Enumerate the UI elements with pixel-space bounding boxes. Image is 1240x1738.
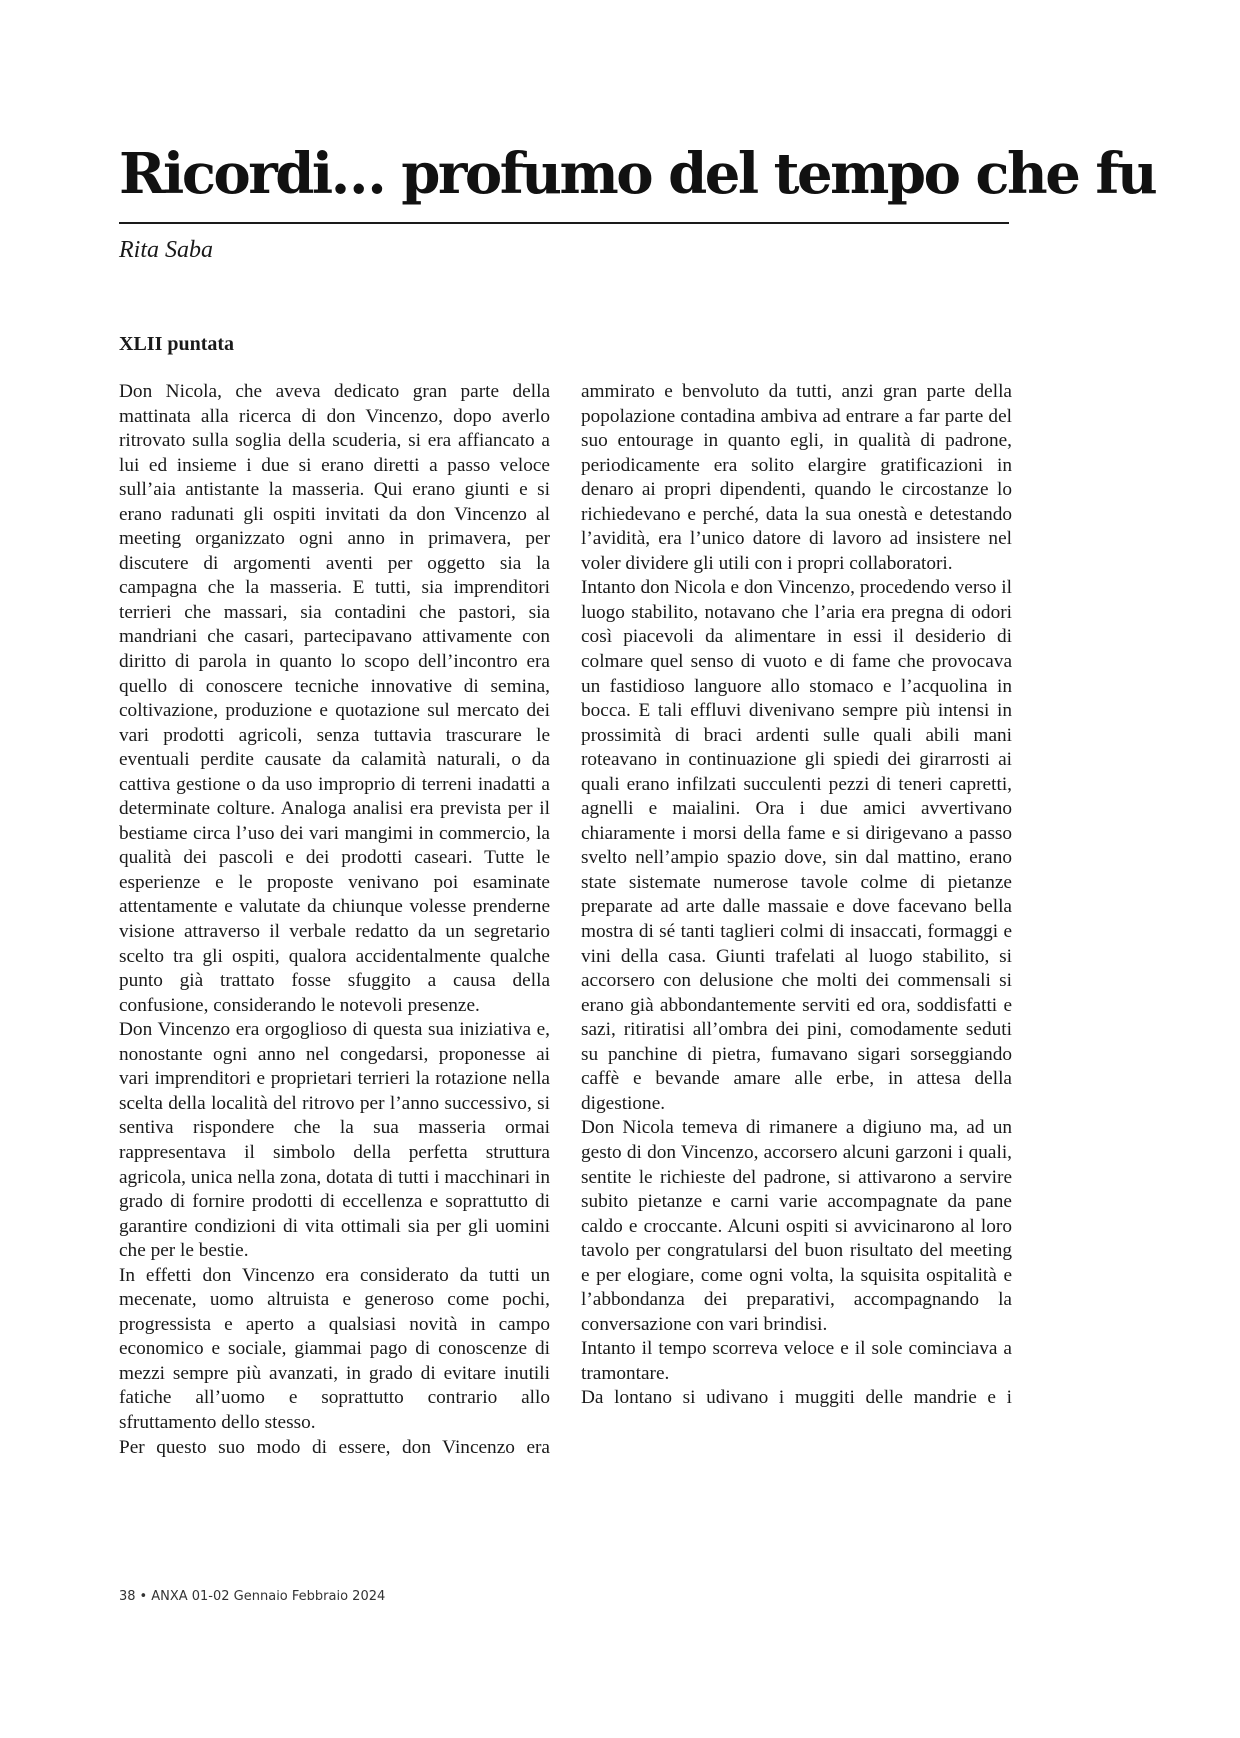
article-author: Rita Saba xyxy=(119,237,213,263)
paragraph: Intanto il tempo scorreva veloce e il sole cominciava a tramontare. xyxy=(581,1338,1012,1384)
publication-info: ANXA 01-02 Gennaio Febbraio 2024 xyxy=(151,1589,386,1604)
text-column-right xyxy=(581,380,1012,1411)
paragraph: Don Vincenzo era orgoglioso di questa sua iniziativa e, nonostante ogni anno nel congedarsi, proponesse ai vari imprenditori e proprietari terrieri la rotazione nella scelta della località del ritrovo per l’anno successivo, si sentiva rispondere che la sua masseria ormai rappresentava il simbolo della perfetta struttura agricola, unica nella zona, dotata di tutti i macchinari in grado di fornire prodotti di eccellenza e soprattutto di garantire condizioni di vita ottimali sia per gli uomini che per le bestie. xyxy=(119,1019,550,1262)
title-divider xyxy=(119,222,1009,224)
text-column-left xyxy=(119,380,550,1460)
paragraph-continued: Da lontano si udivano i muggiti delle mandrie e i xyxy=(581,1387,1012,1409)
installment-heading: XLII puntata xyxy=(119,333,235,355)
article-title: Ricordi… profumo del tempo che fu xyxy=(119,141,1156,207)
paragraph: Don Nicola temeva di rimanere a digiuno ma, ad un gesto di don Vincenzo, accorsero alcuni garzoni i quali, sentite le richieste del padrone, si attivarono a servire subito pietanze e carni varie accompagnate da pane caldo e croccante. Alcuni ospiti si avvicinarono al loro tavolo per congratularsi del buon risultato del meeting e per elogiare, come ogni volta, la squisita ospitalità e l’abbondanza dei preparativi, accompagnando la conversazione con vari brindisi. xyxy=(581,1117,1012,1335)
paragraph-continued: Per questo suo modo di essere, don Vincenzo era xyxy=(119,1436,550,1458)
footer-separator: • xyxy=(139,1589,148,1604)
paragraph: ammirato e benvoluto da tutti, anzi gran parte della popolazione contadina ambiva ad entrare a far parte del suo entourage in quanto egli, in qualità di padrone, periodicamente era solito elargire gratificazioni in denaro ai propri dipendenti, quando le circostanze lo richiedevano e perché, data la sua onestà e detestando l’avidità, era l’unico datore di lavoro ad insistere nel voler dividere gli utili con i propri collaboratori. xyxy=(581,381,1012,574)
page-number: 38 xyxy=(119,1589,136,1604)
page-footer xyxy=(119,1587,385,1607)
paragraph: Intanto don Nicola e don Vincenzo, procedendo verso il luogo stabilito, notavano che l’aria era pregna di odori così piacevoli da alimentare in essi il desiderio di colmare quel senso di vuoto e di fame che provocava un fastidioso languore allo stomaco e l’acquolina in bocca. E tali effluvi divenivano sempre più intensi in prossimità di braci ardenti sulle quali abili mani roteavano in continuazione gli spiedi dei girarrosti ai quali erano infilzati succulenti pezzi di teneri capretti, agnelli e maialini. Ora i due amici avvertivano chiaramente i morsi della fame e si dirigevano a passo svelto nell’ampio spazio dove, sin dal mattino, erano state sistemate numerose tavole colme di pietanze preparate ad arte dalle massaie e dove facevano bella mostra di sé tanti taglieri colmi di insaccati, formaggi e vini della casa. Giunti trafelati al luogo stabilito, si accorsero con delusione che molti dei commensali si erano già abbondantemente serviti ed ora, soddisfatti e sazi, ritiratisi all’ombra dei pini, comodamente seduti su panchine di pietra, fumavano sigari sorseggiando caffè e bevande amare alle erbe, in attesa della digestione. xyxy=(581,577,1012,1114)
paragraph: Don Nicola, che aveva dedicato gran parte della mattinata alla ricerca di don Vincenzo, dopo averlo ritrovato sulla soglia della scuderia, si era affiancato a lui ed insieme i due si erano diretti a passo veloce sull’aia antistante la masseria. Qui erano giunti e si erano radunati gli ospiti invitati da don Vincenzo al meeting organizzato ogni anno in primavera, per discutere di argomenti aventi per oggetto sia la campagna che la masseria. E tutti, sia imprenditori terrieri che massari, sia contadini che pastori, sia mandriani che casari, partecipavano attivamente con diritto di parola in quanto lo scopo dell’incontro era quello di conoscere tecniche innovative di semina, coltivazione, produzione e quotazione sul mercato dei vari prodotti agricoli, senza tuttavia trascurare le eventuali perdite causate da calamità naturali, o da cattiva gestione o da uso improprio di terreni inadatti a determinate colture. Analoga analisi era prevista per il bestiame circa l’uso dei vari mangimi in commercio, la qualità dei pascoli e dei prodotti caseari. Tutte le esperienze e le proposte venivano poi esaminate attentamente e valutate da chiunque volesse prenderne visione attraverso il verbale redatto da un segretario scelto tra gli ospiti, qualora accidentalmente qualche punto già trattato fosse sfuggito a causa della confusione, considerando le notevoli presenze. xyxy=(119,381,550,1016)
paragraph: In effetti don Vincenzo era considerato da tutti un mecenate, uomo altruista e generoso come pochi, progressista e aperto a qualsiasi novità in campo economico e sociale, giammai pago di conoscenze di mezzi sempre più avanzati, in grado di evitare inutili fatiche all’uomo e soprattutto contrario allo sfruttamento dello stesso. xyxy=(119,1264,550,1433)
